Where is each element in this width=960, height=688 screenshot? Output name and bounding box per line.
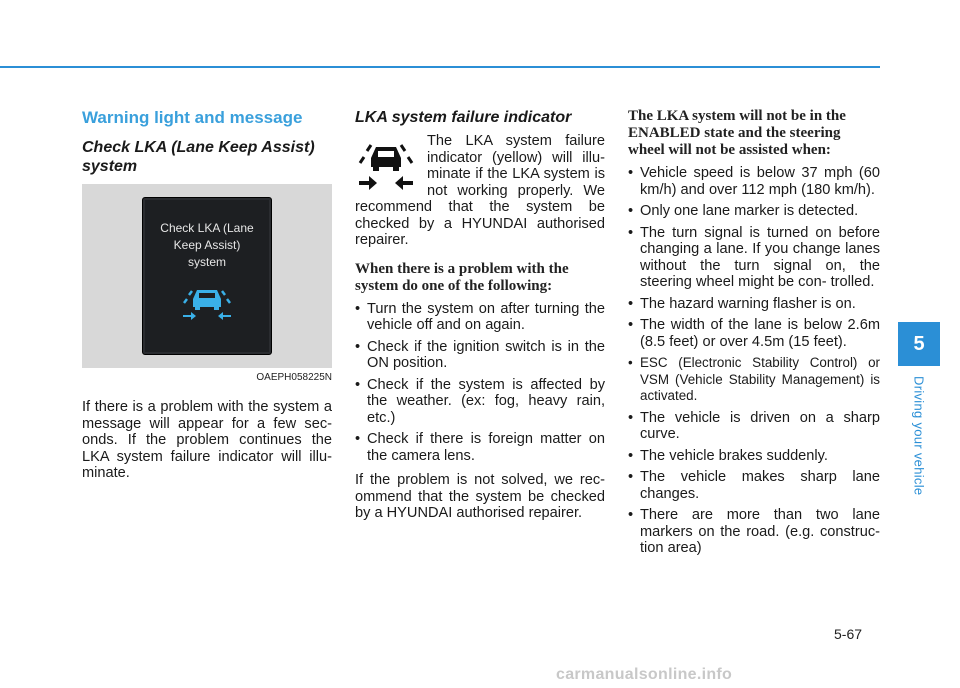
section-title: Warning light and message (82, 108, 303, 127)
indicator-title: LKA system failure indicator (355, 109, 572, 126)
column-failure-indicator (355, 108, 605, 522)
list-item: • Check if the system is affected by the weather. (ex: fog, heavy rain, etc.) (355, 377, 605, 427)
conditions-list (628, 165, 880, 557)
list-item: • The vehicle brakes suddenly. (628, 448, 880, 465)
chapter-title: Driving your vehicle (911, 376, 927, 496)
list-item: • There are more than two lane markers on the road. (e.g. construc- tion area) (628, 507, 880, 557)
list-item: • Check if there is foreign matter on the camera lens. (355, 431, 605, 464)
list-item: • Vehicle speed is below 37 mph (60 km/h) and over 112 mph (180 km/h). (628, 165, 880, 198)
screen-line-1: Check LKA (Lane (160, 221, 254, 235)
indicator-block (355, 133, 605, 249)
list-item: • Turn the system on after turning the vehicle off and on again. (355, 301, 605, 334)
image-code: OAEPH058225N (256, 372, 332, 383)
body-text: If there is a problem with the system a message will appear for a few sec- onds. If the problem continues the LKA system failure indicator will illu- minate. (82, 399, 332, 481)
page-number: 5-67 (834, 626, 863, 642)
problem-heading: When there is a problem with the system do one of the following: (355, 260, 569, 294)
screen-line-2: Keep Assist) (173, 238, 241, 252)
list-item: • The turn signal is turned on before changing a lane. If you change lanes without the turn signal on, the steering wheel might be con- trolled. (628, 225, 880, 291)
lka-icon (180, 285, 234, 323)
list-item: • The vehicle is driven on a sharp curve. (628, 410, 880, 443)
chapter-number-tab: 5 (898, 322, 940, 366)
closing-text: If the problem is not solved, we rec- ommend that the system be checked by a HYUNDAI authorised repairer. (355, 472, 605, 521)
list-item: • Only one lane marker is detected. (628, 203, 880, 220)
top-rule (0, 66, 880, 68)
list-item: • The hazard warning flasher is on. (628, 296, 880, 313)
cluster-screen-image (82, 184, 332, 368)
problem-list (355, 301, 605, 465)
list-item: • The width of the lane is below 2.6m (8.5 feet) or over 4.5m (15 feet). (628, 317, 880, 350)
list-item: • The vehicle makes sharp lane changes. (628, 469, 880, 502)
indicator-text: The LKA system failure indicator (yellow) will illu- minate if the LKA system is not working properly. We recommend that the system be checked by a HYUNDAI authorised repairer. (355, 133, 605, 248)
watermark[interactable]: carmanualsonline.info (556, 666, 733, 683)
conditions-heading: The LKA system will not be in the ENABLED state and the steering wheel will not be assisted when: (628, 108, 846, 158)
cluster-display (142, 197, 272, 355)
column-warning-message (82, 108, 332, 482)
column-conditions (628, 108, 880, 562)
screen-line-3: system (187, 255, 226, 269)
subtitle: Check LKA (Lane Keep Assist) system (82, 139, 315, 175)
list-item: • ESC (Electronic Stability Control) or VSM (Vehicle Stability Management) is activated. (628, 355, 880, 405)
lka-failure-indicator-icon (355, 139, 417, 195)
list-item: • Check if the ignition switch is in the ON position. (355, 339, 605, 372)
